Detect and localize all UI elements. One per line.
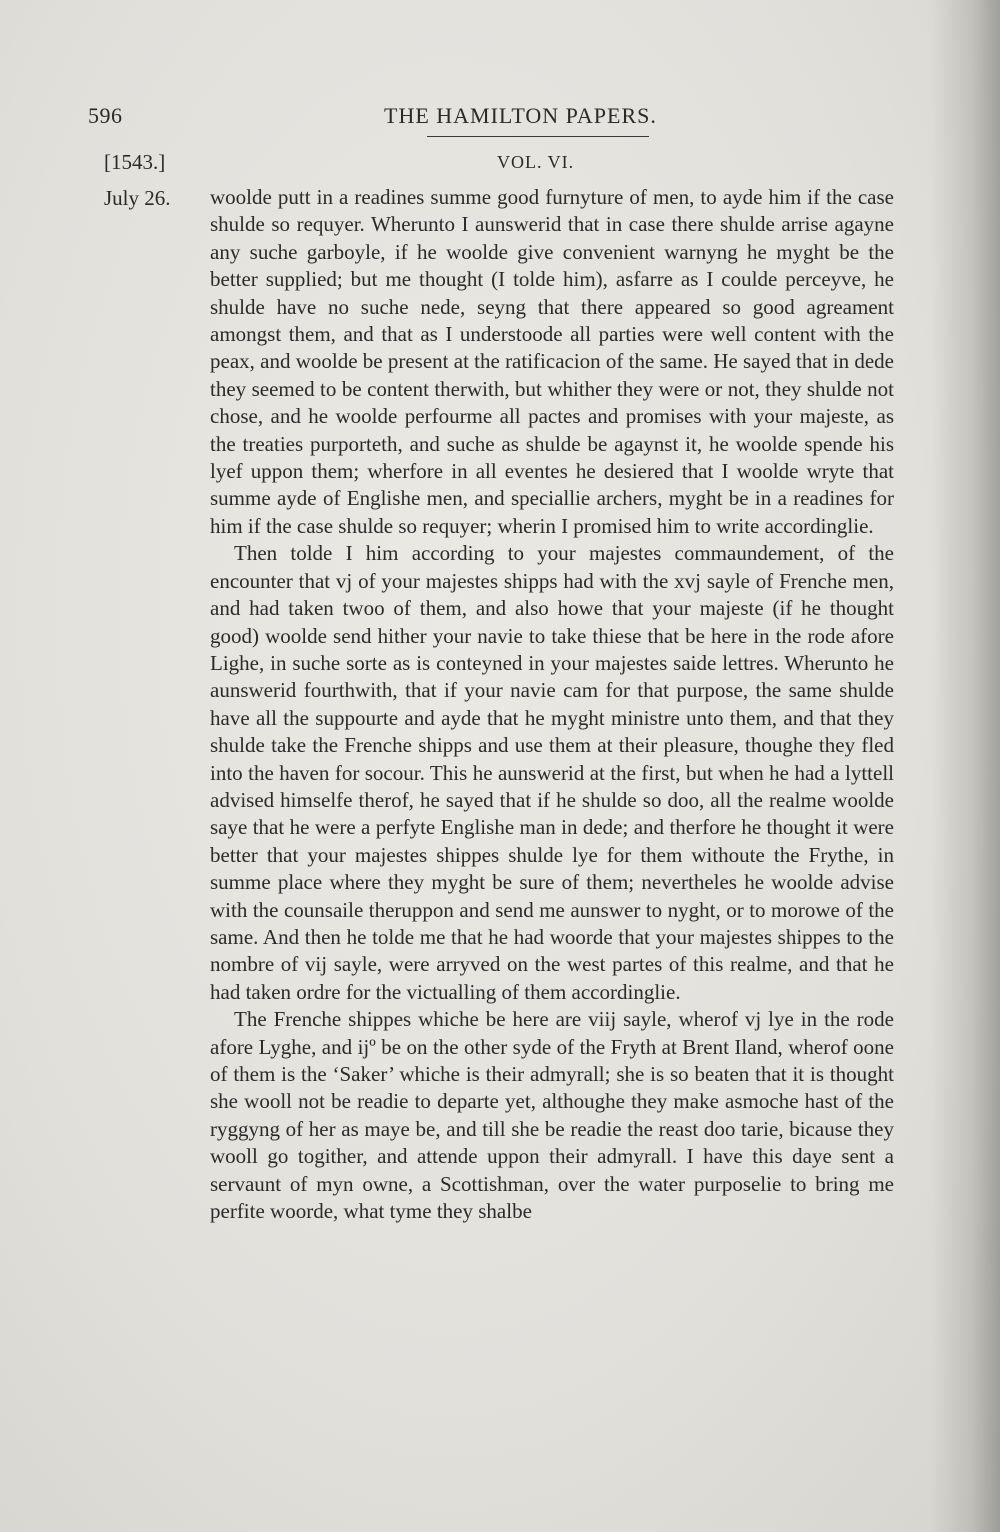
paragraph-3: The Frenche shippes whiche be here are viij sayle, wherof vj lye in the rode afore Lyghe, and ijº be on the other syde of the Fryth at Brent Iland, wherof oone of them is the ‘Saker’ whiche is their admyrall; she is so beaten that it is thought she wooll not be readie to departe yet, althoughe they make asmoche hast of the ryggyng of her as maye be, and till she be readie the reast doo tarie, bicause they wooll go togither, and attende uppon their admyrall. I have this daye sent a servaunt of myn owne, a Scottishman, over the water purposelie to bring me perfite woorde, what tyme they shalbe: [210, 1007, 894, 1224]
paragraph-1: woolde putt in a readines summe good furnyture of men, to ayde him if the case shulde so requyer. Wherunto I aunswerid that in case there shulde arrise agayne any suche garboyle, if he woolde give convenient warnyng he myght be the better supplied; but me thought (I tolde him), asfarre as I coulde perceyve, he shulde have no suche nede, seyng that there appeared so good agreament amongst them, and that as I understoode all parties were well content with the peax, and woolde be present at the ratificacion of the same. He sayed that in dede they seemed to be content therwith, but whither they were or not, they shulde not chose, and he woolde perfourme all pactes and promises with your majeste, as the treaties purporteth, and suche as shulde be agaynst it, he woolde spende his lyef uppon them; wherfore in all eventes he desiered that I woolde wryte that summe ayde of Englishe men, and speciallie archers, myght be in a readines for him if the case shulde so requyer; wherin I promised him to write accordinglie.: [210, 185, 894, 538]
spine-shadow: [930, 0, 1000, 1532]
year-marker: [1543.]: [104, 150, 166, 174]
page-number: 596: [88, 103, 123, 128]
volume-label: VOL. VI.: [497, 152, 575, 172]
margin-date: July 26.: [104, 186, 171, 210]
running-title: THE HAMILTON PAPERS.: [384, 103, 657, 128]
paragraph-2: Then tolde I him according to your majestes commaundement, of the encounter that vj of your majestes shipps had with the xvj sayle of Frenche men, and had taken twoo of them, and also howe that your majeste (if he thought good) woolde send hither your navie to take thiese that be here in the rode afore Lighe, in suche sorte as is conteyned in your majestes saide lettres. Wherunto he aunswerid fourthwith, that if your navie cam for that purpose, the same shulde have all the suppourte and ayde that he myght ministre unto them, and that they shulde take the Frenche shipps and use them at their pleasure, thoughe they fled into the haven for socour. This he aunswerid at the first, but when he had a lyttell advised himselfe therof, he sayed that if he shulde so doo, all the realme woolde saye that he were a perfyte Englishe man in dede; and therfore he thought it were better that your majestes shippes shulde lye for them withoute the Frythe, in summe place where they myght be sure of them; nevertheles he woolde advise with the counsaile theruppon and send me aunswer to nyght, or to morowe of the same. And then he tolde me that he had woorde that your majestes shippes to the nombre of vij sayle, were arryved on the west partes of this realme, and that he had taken ordre for the victualling of them accordinglie.: [210, 541, 894, 1004]
title-rule: [427, 136, 649, 137]
body-text: [210, 184, 894, 1225]
